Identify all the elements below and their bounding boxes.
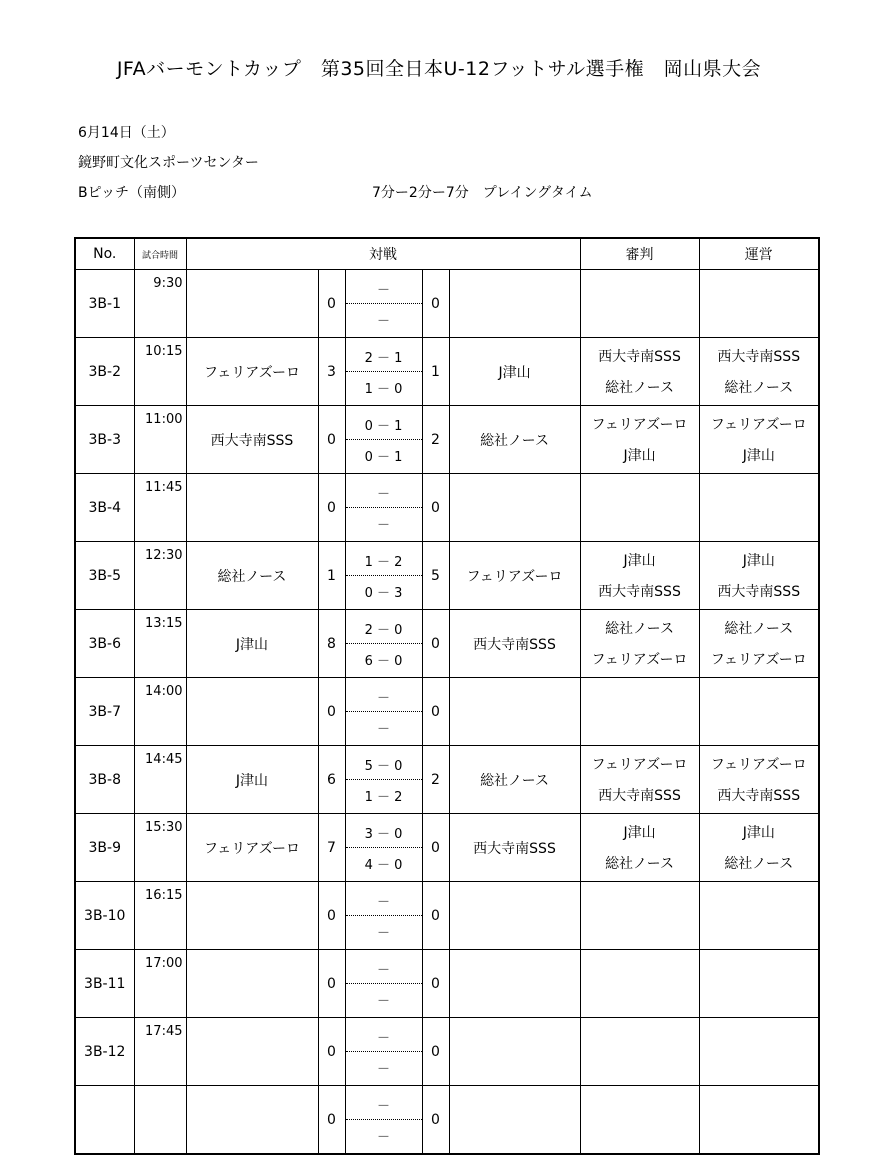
second-half-score: － [376, 993, 390, 1009]
referee-2 [581, 508, 699, 539]
page-title: JFAバーモントカップ 第35回全日本U-12フットサル選手権 岡山県大会 [116, 58, 762, 80]
home-team: J津山 [186, 746, 318, 814]
match-time: 10:15 [134, 338, 186, 406]
home-team: J津山 [186, 610, 318, 678]
referee-2 [581, 1120, 699, 1151]
management-cell [699, 814, 819, 882]
away-team: フェリアズーロ [449, 542, 580, 610]
management-cell [699, 678, 819, 746]
management-cell [699, 338, 819, 406]
referee-cell [580, 814, 699, 882]
away-team [449, 882, 580, 950]
management-cell [699, 882, 819, 950]
management-2 [700, 304, 819, 335]
half-scores [345, 1086, 422, 1155]
first-half-score: 1 － 2 [346, 545, 422, 576]
table-row [75, 338, 819, 406]
management-1 [700, 273, 819, 304]
table-row [75, 746, 819, 814]
half-scores [345, 474, 422, 542]
management-2 [700, 1052, 819, 1083]
match-time: 14:00 [134, 678, 186, 746]
home-score: 0 [318, 270, 345, 338]
away-team: 西大寺南SSS [449, 610, 580, 678]
second-half-score: 1 － 0 [364, 381, 403, 397]
away-score: 0 [422, 1086, 449, 1155]
first-half-score: 2 － 0 [346, 613, 422, 644]
second-half-score: － [376, 1129, 390, 1145]
away-score: 0 [422, 882, 449, 950]
match-number: 3B-1 [75, 270, 134, 338]
home-score: 6 [318, 746, 345, 814]
referee-2: 総社ノース [605, 379, 674, 396]
first-half-score: － [346, 681, 422, 712]
away-score: 1 [422, 338, 449, 406]
management-1: フェリアズーロ [710, 417, 807, 434]
home-score: 0 [318, 1018, 345, 1086]
home-team: 総社ノース [186, 542, 318, 610]
match-time: 9:30 [134, 270, 186, 338]
home-score: 0 [318, 1086, 345, 1155]
half-scores [345, 746, 422, 814]
management-2: 総社ノース [724, 379, 794, 396]
away-score: 0 [422, 610, 449, 678]
referee-cell [580, 1018, 699, 1086]
table-row [75, 474, 819, 542]
management-cell [699, 1086, 819, 1155]
management-cell [699, 474, 819, 542]
home-team: フェリアズーロ [186, 814, 318, 882]
management-1 [700, 477, 819, 508]
referee-1 [581, 1089, 699, 1120]
match-number: 3B-7 [75, 678, 134, 746]
match-number: 3B-12 [75, 1018, 134, 1086]
second-half-score: 0 － 1 [364, 449, 403, 465]
management-cell [699, 542, 819, 610]
first-half-score: － [346, 477, 422, 508]
home-score: 3 [318, 338, 345, 406]
management-cell [699, 270, 819, 338]
referee-1: 西大寺南SSS [598, 349, 681, 366]
management-1 [700, 1089, 819, 1120]
referee-1: J津山 [623, 553, 656, 570]
management-1: J津山 [742, 825, 775, 842]
management-2 [700, 712, 819, 743]
playing-time: 7分ー2分ー7分 プレイングタイム [372, 185, 593, 201]
referee-cell [580, 542, 699, 610]
home-team: フェリアズーロ [186, 338, 318, 406]
first-half-score: － [346, 1021, 422, 1052]
away-team: J津山 [449, 338, 580, 406]
management-2: 西大寺南SSS [717, 787, 801, 804]
referee-cell [580, 746, 699, 814]
referee-2 [581, 1052, 699, 1083]
away-score: 0 [422, 270, 449, 338]
first-half-score: 2 － 1 [346, 341, 422, 372]
half-scores [345, 338, 422, 406]
match-time: 11:45 [134, 474, 186, 542]
table-header-row [75, 238, 819, 270]
home-score: 0 [318, 678, 345, 746]
management-1: 総社ノース [724, 621, 794, 638]
away-score: 0 [422, 814, 449, 882]
match-time: 17:00 [134, 950, 186, 1018]
referee-1: 総社ノース [605, 621, 674, 638]
header-no: No. [75, 238, 134, 270]
home-score: 7 [318, 814, 345, 882]
header-management: 運営 [699, 238, 819, 270]
match-number: 3B-9 [75, 814, 134, 882]
referee-2: J津山 [623, 447, 656, 464]
management-cell [699, 406, 819, 474]
second-half-score: － [376, 1061, 390, 1077]
match-number: 3B-4 [75, 474, 134, 542]
half-scores [345, 406, 422, 474]
home-team [186, 882, 318, 950]
first-half-score: 3 － 0 [346, 817, 422, 848]
referee-cell [580, 406, 699, 474]
match-number: 3B-3 [75, 406, 134, 474]
management-1: 西大寺南SSS [717, 349, 801, 366]
half-scores [345, 542, 422, 610]
management-cell [699, 1018, 819, 1086]
management-2: 総社ノース [724, 855, 794, 872]
match-number: 3B-5 [75, 542, 134, 610]
match-time [134, 1086, 186, 1155]
management-2 [700, 916, 819, 947]
referee-2: 西大寺南SSS [598, 583, 681, 600]
first-half-score: 5 － 0 [346, 749, 422, 780]
referee-2: 総社ノース [605, 855, 674, 872]
management-1: J津山 [742, 553, 775, 570]
referee-1 [581, 681, 699, 712]
management-1 [700, 885, 819, 916]
match-number: 3B-10 [75, 882, 134, 950]
away-team: 総社ノース [449, 406, 580, 474]
header-time: 試合時間 [134, 238, 186, 270]
table-row [75, 678, 819, 746]
away-score: 5 [422, 542, 449, 610]
match-time: 14:45 [134, 746, 186, 814]
home-team [186, 1086, 318, 1155]
referee-1 [581, 1021, 699, 1052]
referee-2 [581, 304, 699, 335]
match-schedule-table [74, 237, 820, 1155]
home-team [186, 1018, 318, 1086]
away-score: 2 [422, 746, 449, 814]
away-team: 総社ノース [449, 746, 580, 814]
referee-1: フェリアズーロ [591, 757, 688, 774]
second-half-score: － [376, 517, 390, 533]
home-score: 0 [318, 406, 345, 474]
second-half-score: － [376, 313, 390, 329]
half-scores [345, 1018, 422, 1086]
home-team [186, 678, 318, 746]
home-team: 西大寺南SSS [186, 406, 318, 474]
home-team [186, 474, 318, 542]
table-row [75, 950, 819, 1018]
referee-cell [580, 678, 699, 746]
half-scores [345, 610, 422, 678]
second-half-score: 4 － 0 [364, 857, 403, 873]
second-half-score: － [376, 721, 390, 737]
referee-1 [581, 953, 699, 984]
management-2: 西大寺南SSS [717, 583, 801, 600]
management-1 [700, 953, 819, 984]
management-cell [699, 746, 819, 814]
referee-2 [581, 916, 699, 947]
referee-cell [580, 474, 699, 542]
match-number: 3B-2 [75, 338, 134, 406]
second-half-score: 6 － 0 [364, 653, 403, 669]
referee-cell [580, 338, 699, 406]
home-score: 0 [318, 882, 345, 950]
away-score: 2 [422, 406, 449, 474]
away-score: 0 [422, 950, 449, 1018]
referee-cell [580, 610, 699, 678]
referee-2: 西大寺南SSS [598, 787, 681, 804]
half-scores [345, 270, 422, 338]
home-score: 0 [318, 474, 345, 542]
match-number [75, 1086, 134, 1155]
match-date: 6月14日（土） [78, 125, 175, 141]
referee-1: J津山 [623, 825, 656, 842]
match-time: 13:15 [134, 610, 186, 678]
away-team [449, 1086, 580, 1155]
management-1 [700, 1021, 819, 1052]
table-row [75, 542, 819, 610]
second-half-score: 0 － 3 [364, 585, 403, 601]
management-2 [700, 1120, 819, 1151]
table-row [75, 406, 819, 474]
half-scores [345, 950, 422, 1018]
home-score: 8 [318, 610, 345, 678]
header-referee: 審判 [580, 238, 699, 270]
away-team [449, 1018, 580, 1086]
away-team [449, 950, 580, 1018]
second-half-score: － [376, 925, 390, 941]
home-team [186, 270, 318, 338]
away-team [449, 678, 580, 746]
away-score: 0 [422, 678, 449, 746]
match-time: 12:30 [134, 542, 186, 610]
management-1: フェリアズーロ [710, 757, 807, 774]
referee-cell [580, 270, 699, 338]
first-half-score: 0 － 1 [346, 409, 422, 440]
table-row [75, 610, 819, 678]
referee-1: フェリアズーロ [591, 417, 688, 434]
management-2: J津山 [742, 447, 775, 464]
away-team [449, 474, 580, 542]
match-number: 3B-11 [75, 950, 134, 1018]
management-1 [700, 681, 819, 712]
half-scores [345, 882, 422, 950]
match-time: 16:15 [134, 882, 186, 950]
table-row [75, 270, 819, 338]
referee-2: フェリアズーロ [591, 651, 688, 668]
half-scores [345, 678, 422, 746]
first-half-score: － [346, 1089, 422, 1120]
referee-1 [581, 273, 699, 304]
table-row [75, 882, 819, 950]
management-2 [700, 984, 819, 1015]
away-score: 0 [422, 1018, 449, 1086]
management-cell [699, 610, 819, 678]
referee-1 [581, 477, 699, 508]
venue-name: 鏡野町文化スポーツセンター [78, 155, 259, 171]
management-cell [699, 950, 819, 1018]
first-half-score: － [346, 273, 422, 304]
table-row [75, 1018, 819, 1086]
home-score: 0 [318, 950, 345, 1018]
home-team [186, 950, 318, 1018]
referee-2 [581, 984, 699, 1015]
pitch-name: Bピッチ（南側） [78, 185, 186, 201]
header-match: 対戦 [186, 238, 580, 270]
away-team [449, 270, 580, 338]
referee-1 [581, 885, 699, 916]
home-score: 1 [318, 542, 345, 610]
half-scores [345, 814, 422, 882]
table-row [75, 1086, 819, 1155]
away-team: 西大寺南SSS [449, 814, 580, 882]
referee-cell [580, 882, 699, 950]
match-number: 3B-8 [75, 746, 134, 814]
match-time: 17:45 [134, 1018, 186, 1086]
match-time: 15:30 [134, 814, 186, 882]
first-half-score: － [346, 885, 422, 916]
table-row [75, 814, 819, 882]
match-number: 3B-6 [75, 610, 134, 678]
first-half-score: － [346, 953, 422, 984]
second-half-score: 1 － 2 [364, 789, 403, 805]
referee-2 [581, 712, 699, 743]
management-2: フェリアズーロ [710, 651, 807, 668]
management-2 [700, 508, 819, 539]
match-time: 11:00 [134, 406, 186, 474]
referee-cell [580, 950, 699, 1018]
away-score: 0 [422, 474, 449, 542]
referee-cell [580, 1086, 699, 1155]
